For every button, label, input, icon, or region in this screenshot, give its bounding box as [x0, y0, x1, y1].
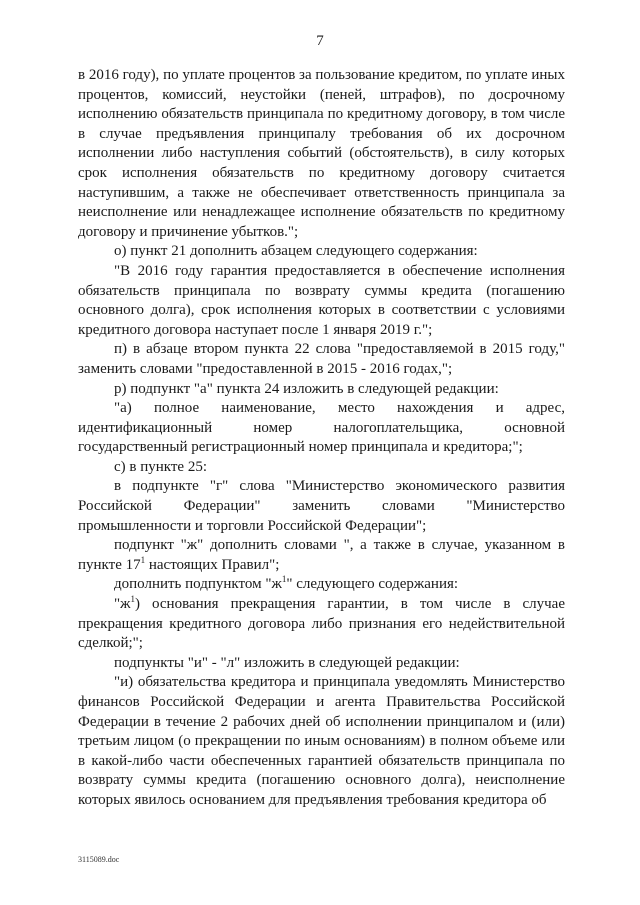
superscript: 1 — [281, 574, 287, 585]
paragraph-subitem-g: в подпункте "г" слова "Министерство экономического развития Российской Федерации" заменить словами "Министерство промышленности и торговли Российской Федерации"; — [78, 478, 565, 534]
paragraph-subitems-i-l: подпункты "и" - "л" изложить в следующей редакции: — [114, 654, 460, 671]
paragraph-quote-i: "и) обязательства кредитора и принципала уведомлять Министерство финансов Российской Федерации и агента Правительства Российской Федерации в течение 2 рабочих дней об исполнении принципалом и (или) третьим лицом (о прекращении по иным основаниям) в полном объеме или в какой-либо части обеспеченных гарантией обязательств принципала по возврату суммы кредита (погашению основного долга), неисполнение которых явилось основанием для предъявления требования кредитора об — [78, 674, 565, 808]
paragraph-item-o: о) пункт 21 дополнить абзацем следующего содержания: — [114, 243, 478, 260]
paragraph-text: дополнить подпунктом "ж — [114, 576, 282, 593]
paragraph-item-s: с) в пункте 25: — [114, 458, 208, 475]
paragraph-quote-zh1 — [78, 595, 565, 654]
paragraph-text: " следующего содержания: — [286, 576, 459, 593]
paragraph-quote-a: "а) полное наименование, место нахождения и адрес, идентификационный номер налогоплательщика, основной государственный регистрационный номер принципала и кредитора;"; — [78, 400, 565, 456]
paragraph-continuation: в 2016 году), по уплате процентов за пользование кредитом, по уплате иных процентов, комиссий, неустойки (пеней, штрафов), по досрочному исполнению обязательств принципала по кредитному договору, в том числе в случае предъявления принципалу требования об их досрочном исполнении либо наступления событий (обстоятельств), в силу которых срок исполнения обязательств по кредитному договору считается наступившим, а также не обеспечивает ответственность принципала за неисполнение или ненадлежащее исполнение обязательств по кредитному договору и причинение убытков."; — [78, 67, 565, 240]
paragraph-text: подпункт "ж" дополнить словами ", а также в случае, указанном в пункте 17 — [78, 537, 565, 573]
paragraph-item-p: п) в абзаце втором пункта 22 слова "предоставляемой в 2015 году," заменить словами "предоставленной в 2015 - 2016 годах,"; — [78, 341, 565, 377]
paragraph-add-zh1 — [78, 575, 565, 595]
document-body — [78, 66, 565, 811]
superscript: 1 — [140, 554, 146, 565]
paragraph-text: ) основания прекращения гарантии, в том числе в случае прекращения кредитного договора либо признания его недействительной сделкой;"; — [78, 596, 565, 652]
page-number: 7 — [316, 33, 324, 49]
paragraph-quote-2016-guarantee: "В 2016 году гарантия предоставляется в обеспечение исполнения обязательств принципала по возврату суммы кредита (погашению основного долга), срок исполнения которых в соответствии с условиями кредитного договора наступает после 1 января 2019 г."; — [78, 262, 565, 338]
paragraph-item-r: р) подпункт "а" пункта 24 изложить в следующей редакции: — [114, 380, 499, 397]
paragraph-subitem-zh — [78, 536, 565, 575]
paragraph-text: настоящих Правил"; — [145, 556, 280, 573]
superscript: 1 — [130, 594, 135, 605]
footer-document-code: 3115089.doc — [78, 855, 120, 864]
paragraph-text: "ж — [114, 596, 131, 613]
